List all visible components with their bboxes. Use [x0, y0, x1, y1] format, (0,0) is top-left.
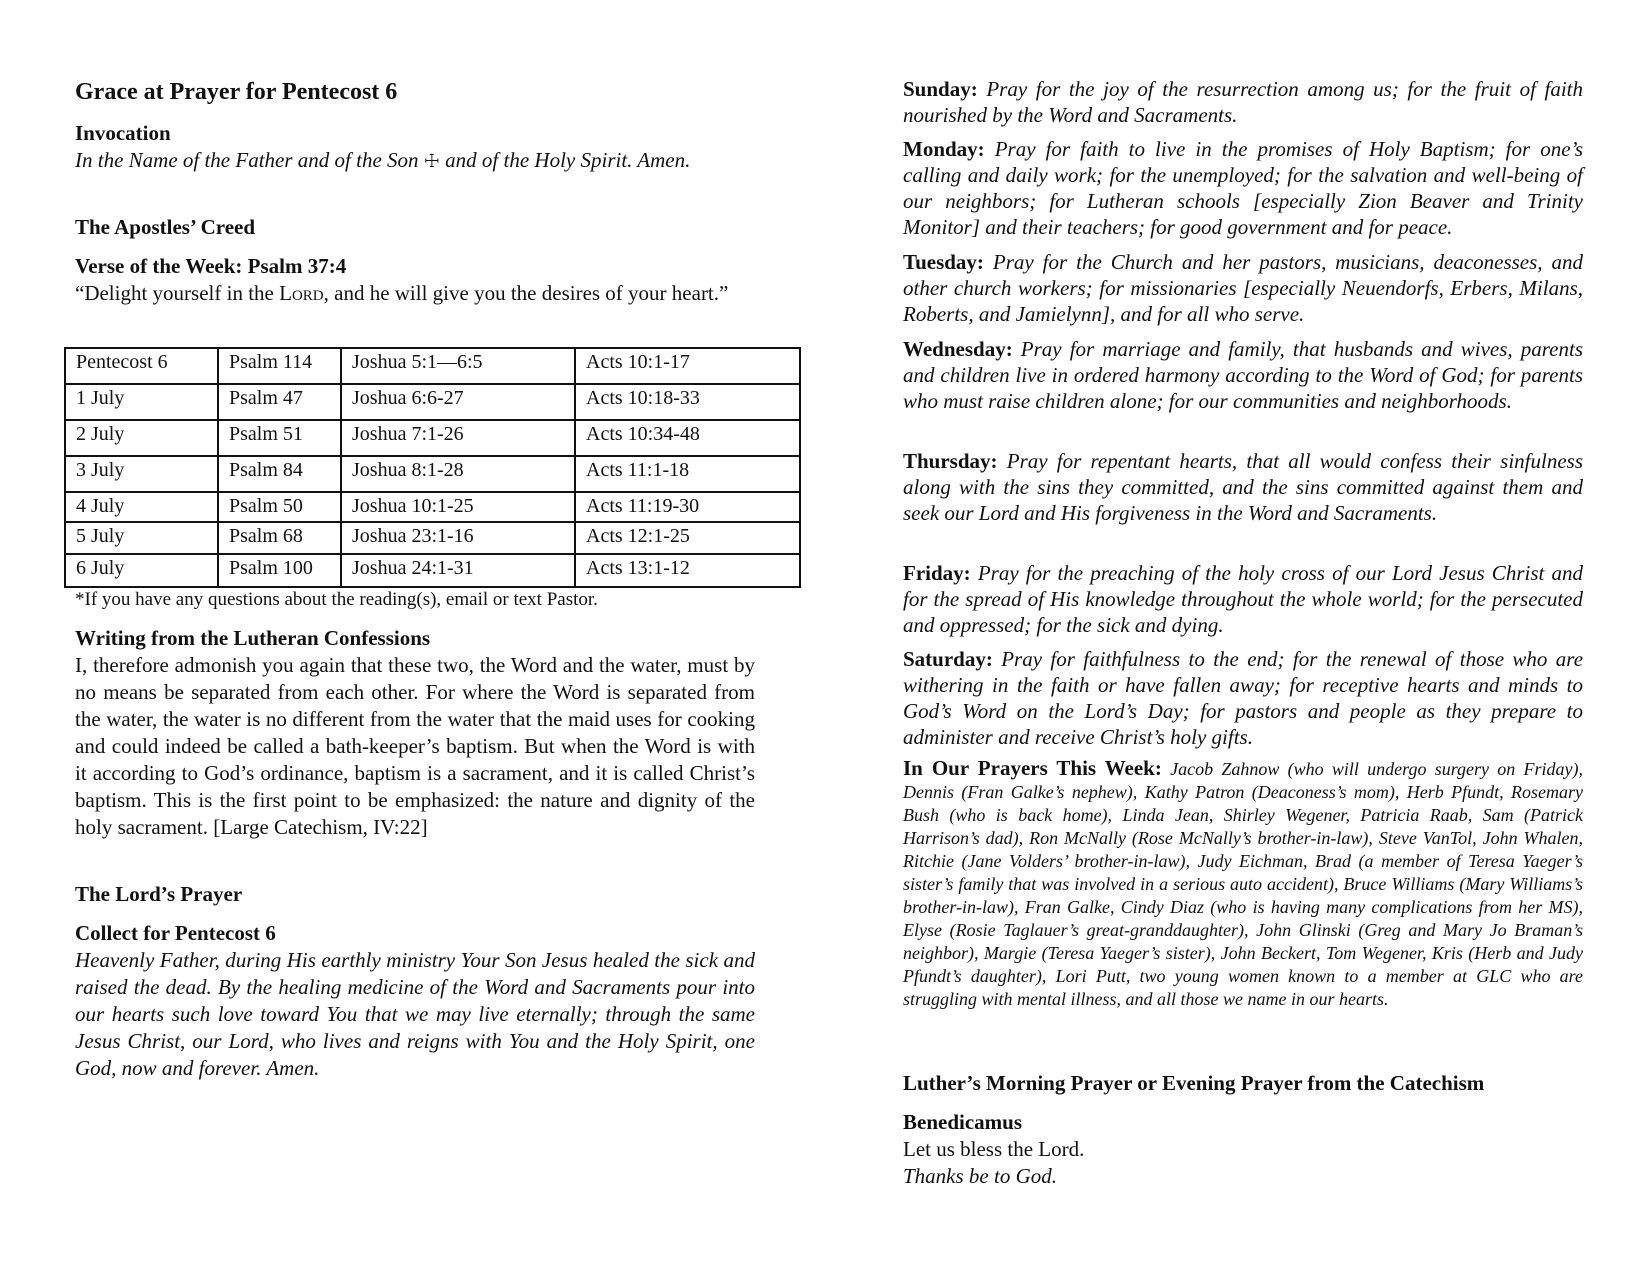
table-cell-day: 6 July — [65, 554, 218, 587]
day-label: Tuesday: — [903, 250, 984, 274]
creed-heading: The Apostles’ Creed — [75, 215, 256, 239]
table-row — [65, 420, 800, 456]
table-cell-nt: Acts 10:18-33 — [575, 384, 800, 420]
verse-lord: Lord — [279, 281, 324, 305]
verse-section — [75, 253, 755, 307]
day-text: Pray for the joy of the resurrection among us; for the fruit of faith nourished by the Word and Sacraments. — [903, 77, 1584, 127]
page-title: Grace at Prayer for Pentecost 6 — [75, 79, 398, 105]
readings-note: *If you have any questions about the reading(s), email or text Pastor. — [75, 589, 598, 610]
invocation-text-part2: and of the Holy Spirit. Amen. — [445, 148, 691, 172]
table-cell-day: 2 July — [65, 420, 218, 456]
table-cell-day: Pentecost 6 — [65, 348, 218, 384]
day-label: Sunday: — [903, 77, 978, 101]
prayers-label: In Our Prayers This Week: — [903, 756, 1162, 780]
collect-section — [75, 920, 755, 1082]
table-cell-day: 1 July — [65, 384, 218, 420]
table-cell-ot: Joshua 8:1-28 — [341, 456, 575, 492]
table-cell-psalm: Psalm 100 — [218, 554, 341, 587]
table-cell-ot: Joshua 6:6-27 — [341, 384, 575, 420]
verse-text-part1: “Delight yourself in the — [75, 281, 280, 305]
day-text: Pray for marriage and family, that husbands and wives, parents and children live in ordered harmony according to the Word of God; for parents who must raise children alone; for our communities and neighborhoods. — [903, 337, 1583, 413]
day-text: Pray for the Church and her pastors, musicians, deaconesses, and other church workers; for missionaries [especially Neuendorfs, Erbers, Milans, Roberts, and Jamielynn], and for all who serve. — [903, 250, 1583, 326]
day-label: Monday: — [903, 137, 985, 161]
verse-heading: Verse of the Week: Psalm 37:4 — [75, 254, 347, 278]
table-cell-ot: Joshua 5:1—6:5 — [341, 348, 575, 384]
table-cell-psalm: Psalm 50 — [218, 492, 341, 522]
prayer-monday — [903, 136, 1583, 240]
prayers-names: Jacob Zahnow (who will undergo surgery on Friday), Dennis (Fran Galke’s nephew), Kathy Patron (Deaconess’s mom), Herb Pfundt, Rosemary Bush (who is back home), Linda Jean, Shirley Wegener, Patricia Raab, Sam (Patrick Harrison’s dad), Ron McNally (Rose McNally’s brother-in-law), Steve VanTol, John Whalen, Ritchie (Jane Volders’ brother-in-law), Judy Eichman, Brad (a member of Teresa Yaeger’s sister’s family that was involved in a serious auto accident), Bruce Williams (Mary Williams’s brother-in-law), Fran Galke, Cindy Diaz (who is having many complications from her MS), Elyse (Rosie Taglauer’s great-granddaughter), John Glinski (Greg and Mary Jo Braman’s neighbor), Margie (Teresa Yaeger’s sister), John Beckert, Tom Wegener, Kris (Herb and Judy Pfundt’s daughter), Lori Putt, two young women known to a member at GLC who are struggling with mental illness, and all those we name in our hearts. — [903, 759, 1583, 1009]
day-label: Friday: — [903, 561, 971, 585]
table-row — [65, 384, 800, 420]
benedicamus-response: Thanks be to God. — [903, 1164, 1057, 1188]
readings-table — [64, 347, 801, 588]
prayer-wednesday — [903, 336, 1583, 414]
table-cell-nt: Acts 12:1-25 — [575, 522, 800, 554]
table-cell-nt: Acts 11:1-18 — [575, 456, 800, 492]
day-label: Wednesday: — [903, 337, 1013, 361]
verse-text — [75, 280, 755, 307]
table-cell-nt: Acts 10:1-17 — [575, 348, 800, 384]
verse-text-part2: , and he will give you the desires of your heart.” — [323, 281, 729, 305]
confessions-text: I, therefore admonish you again that these two, the Word and the water, must by no means be separated from each other. For where the Word is separated from the water, the water is no different from the water that the maid uses for cooking and could indeed be called a bath-keeper’s baptism. But when the Word is with it according to God’s ordinance, baptism is a sacrament, and it is called Christ’s baptism. This is the first point to be emphasized: the nature and dignity of the holy sacrament. [Large Catechism, IV:22] — [75, 653, 755, 839]
cross-icon: ☩ — [423, 151, 440, 171]
table-cell-ot: Joshua 23:1-16 — [341, 522, 575, 554]
day-label: Thursday: — [903, 449, 998, 473]
table-cell-psalm: Psalm 68 — [218, 522, 341, 554]
table-cell-psalm: Psalm 51 — [218, 420, 341, 456]
table-cell-day: 5 July — [65, 522, 218, 554]
table-cell-ot: Joshua 7:1-26 — [341, 420, 575, 456]
table-cell-ot: Joshua 24:1-31 — [341, 554, 575, 587]
benedicamus-heading: Benedicamus — [903, 1110, 1023, 1134]
prayer-saturday — [903, 646, 1583, 750]
collect-text: Heavenly Father, during His earthly ministry Your Son Jesus healed the sick and raised the dead. By the healing medicine of the Word and Sacraments pour into our hearts such love toward You that we may live eternally; through the same Jesus Christ, our Lord, who lives and reigns with You and the Holy Spirit, one God, now and forever. Amen. — [75, 948, 755, 1080]
day-label: Saturday: — [903, 647, 993, 671]
confessions-section — [75, 625, 755, 841]
confessions-heading: Writing from the Lutheran Confessions — [75, 626, 431, 650]
benedicamus-section — [903, 1109, 1583, 1190]
prayers-this-week — [903, 757, 1583, 1011]
invocation-text — [75, 147, 755, 175]
day-text: Pray for repentant hearts, that all would confess their sinfulness along with the sins they committed, and the sins committed against them and seek our Lord and His forgiveness in the Word and Sacraments. — [903, 449, 1583, 525]
table-cell-day: 4 July — [65, 492, 218, 522]
prayer-thursday — [903, 448, 1583, 526]
table-cell-nt: Acts 11:19-30 — [575, 492, 800, 522]
prayer-friday — [903, 560, 1583, 638]
table-cell-ot: Joshua 10:1-25 — [341, 492, 575, 522]
table-cell-day: 3 July — [65, 456, 218, 492]
day-text: Pray for faithfulness to the end; for the renewal of those who are withering in the faith or have fallen away; for receptive hearts and minds to God’s Word on the Lord’s Day; for pastors and people as they prepare to administer and receive Christ’s holy gifts. — [903, 647, 1584, 749]
table-row — [65, 554, 800, 587]
invocation-heading: Invocation — [75, 121, 171, 145]
table-cell-nt: Acts 13:1-12 — [575, 554, 800, 587]
table-cell-nt: Acts 10:34-48 — [575, 420, 800, 456]
invocation-text-part1: In the Name of the Father and of the Son — [75, 148, 419, 172]
table-row — [65, 522, 800, 554]
collect-heading: Collect for Pentecost 6 — [75, 921, 276, 945]
day-text: Pray for faith to live in the promises of Holy Baptism; for one’s calling and daily work; for the unemployed; for the salvation and well-being of our neighbors; for Lutheran schools [especially Zion Beaver and Trinity Monitor] and their teachers; for good government and for peace. — [903, 137, 1584, 239]
luther-prayer-heading: Luther’s Morning Prayer or Evening Prayer from the Catechism — [903, 1071, 1485, 1095]
table-cell-psalm: Psalm 47 — [218, 384, 341, 420]
benedicamus-versicle: Let us bless the Lord. — [903, 1137, 1085, 1161]
table-row — [65, 492, 800, 522]
lords-prayer-heading: The Lord’s Prayer — [75, 882, 243, 906]
invocation-section — [75, 120, 755, 175]
prayer-tuesday — [903, 249, 1583, 327]
day-text: Pray for the preaching of the holy cross of our Lord Jesus Christ and for the spread of His knowledge throughout the whole world; for the persecuted and oppressed; for the sick and dying. — [903, 561, 1583, 637]
table-cell-psalm: Psalm 84 — [218, 456, 341, 492]
prayer-sunday — [903, 76, 1583, 128]
table-row — [65, 348, 800, 384]
table-cell-psalm: Psalm 114 — [218, 348, 341, 384]
table-row — [65, 456, 800, 492]
